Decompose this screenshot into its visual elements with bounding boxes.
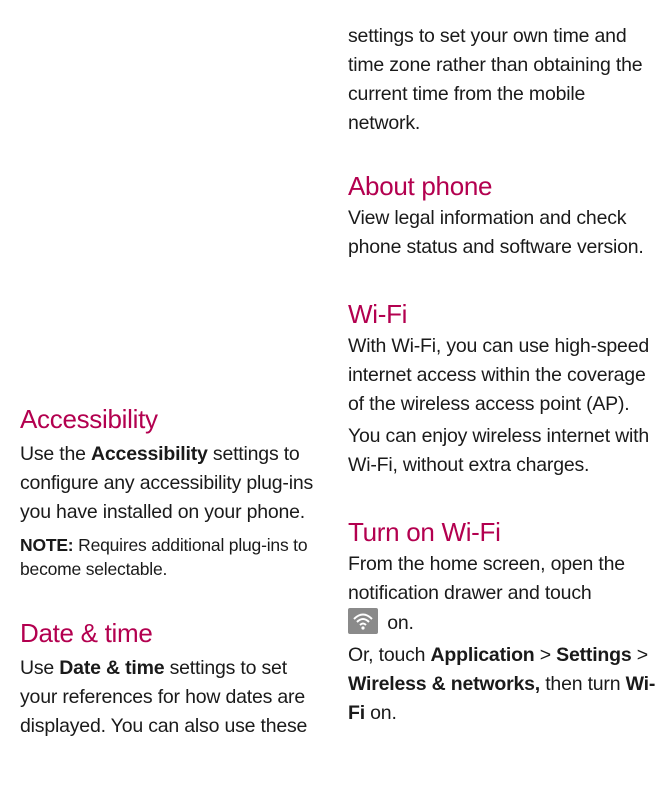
path-separator: >: [539, 644, 551, 666]
turn-on-wifi-step-1: [348, 550, 660, 638]
date-time-heading: Date & time: [20, 618, 153, 648]
wifi-icon: [348, 608, 378, 634]
wifi-heading: Wi-Fi: [348, 299, 408, 329]
wireless-networks-label: Wireless & networks,: [348, 673, 540, 695]
note: [20, 533, 320, 581]
accessibility-text: [20, 440, 320, 527]
continued-paragraph: settings to set your own time and time zone rather than obtaining the current time from the mobile network.: [348, 25, 643, 134]
about-phone-text: View legal information and check phone status and software version.: [348, 207, 644, 258]
accessibility-label: Accessibility: [91, 443, 208, 465]
right-column: [348, 0, 660, 728]
wifi-label: Wi-Fi: [348, 673, 656, 724]
path-separator: >: [636, 644, 648, 666]
settings-label: Settings: [556, 644, 632, 666]
on-end-text: on.: [370, 702, 397, 724]
wifi-text-2: You can enjoy wireless internet with Wi-Fi, without extra charges.: [348, 425, 650, 476]
application-label: Application: [430, 644, 535, 666]
use-text: Use: [20, 657, 55, 679]
then-turn-text: then turn: [545, 673, 621, 695]
turn-on-wifi-step-2: [348, 641, 660, 728]
on-text: on.: [387, 612, 414, 634]
use-the-text: Use the: [20, 443, 86, 465]
about-phone-heading: About phone: [348, 171, 493, 201]
date-time-text: [20, 654, 320, 741]
accessibility-heading: Accessibility: [20, 404, 158, 434]
left-column: [20, 403, 320, 741]
turn-on-wifi-heading: Turn on Wi-Fi: [348, 517, 501, 547]
turn-on-wifi-line: From the home screen, open the notification drawer and touch: [348, 553, 625, 604]
note-label: NOTE:: [20, 535, 74, 555]
accessibility-desc: settings to configure any accessibility plug-ins you have installed on your phone.: [20, 443, 314, 523]
wifi-text: With Wi-Fi, you can use high-speed internet access within the coverage of the wireless access point (AP).: [348, 335, 649, 415]
date-time-label: Date & time: [59, 657, 165, 679]
date-time-desc: settings to set your references for how dates are displayed. You can also use these: [20, 657, 308, 737]
note-text: Requires additional plug-ins to become selectable.: [20, 535, 308, 579]
or-touch-text: Or, touch: [348, 644, 426, 666]
